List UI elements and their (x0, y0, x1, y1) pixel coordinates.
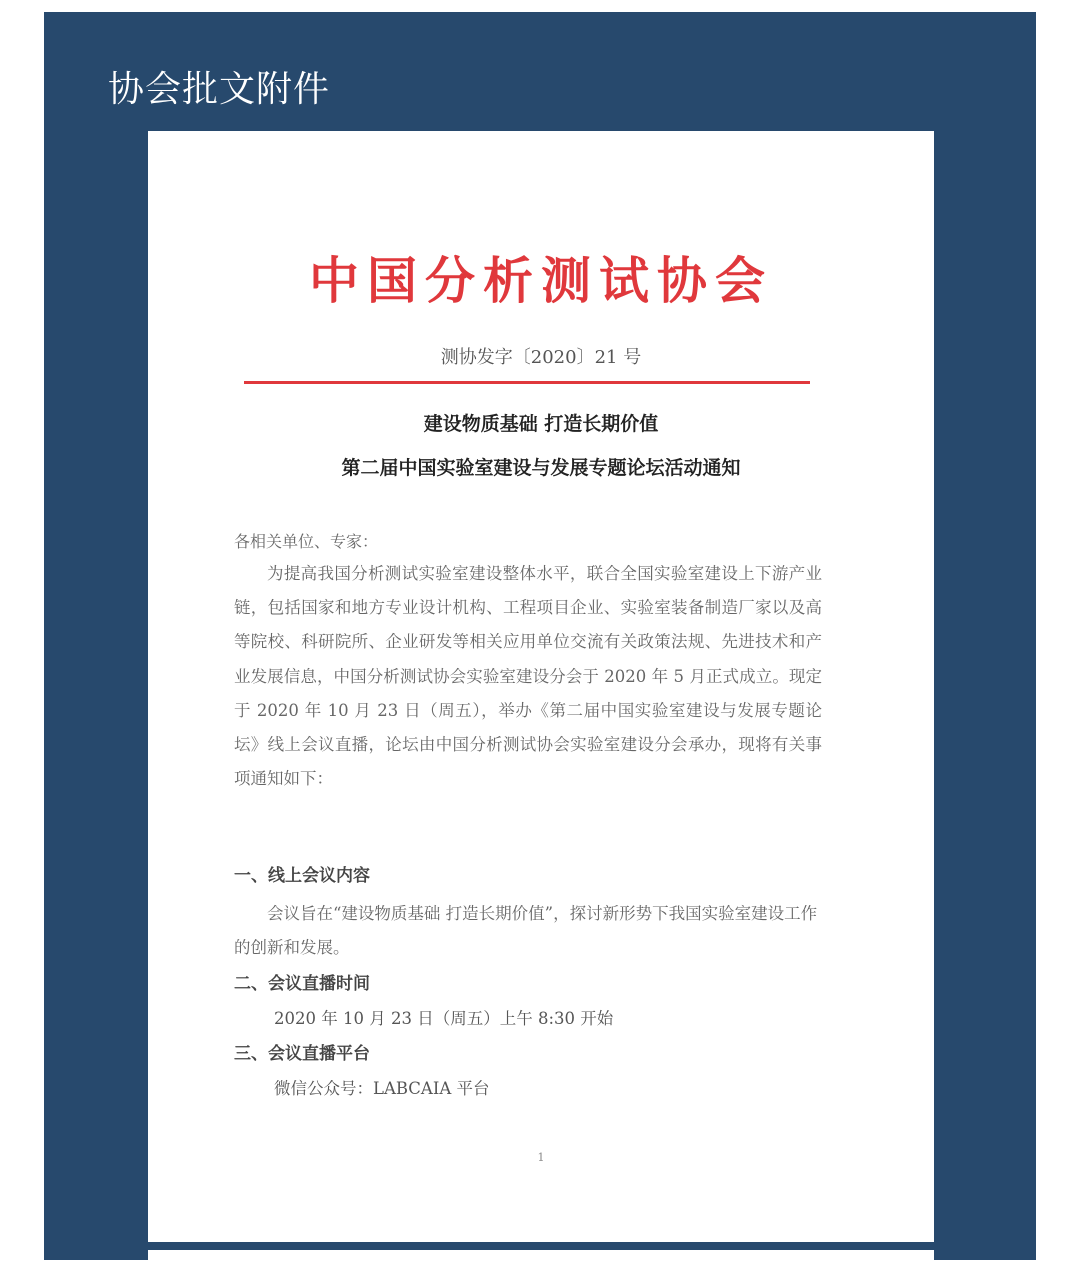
section-3-text: 微信公众号：LABCAIA 平台 (274, 1079, 490, 1098)
body-paragraph: 为提高我国分析测试实验室建设整体水平，联合全国实验室建设上下游产业链，包括国家和地方专业设计机构、工程项目企业、实验室装备制造厂家以及高等院校、科研院所、企业研发等相关应用单位交流有关政策法规、先进技术和产业发展信息，中国分析测试协会实验室建设分会于 2020 年 5 月正式成立。现定于 2020 年 10 月 23 日（周五），举办《第二届中国实验室建设与发展专题论坛》线上会议直播，论坛由中国分析测试协会实验室建设分会承办，现将有关事项通知如下： (234, 564, 822, 789)
panel-title: 协会批文附件 (108, 69, 331, 110)
red-divider (244, 381, 810, 384)
document-page (148, 131, 934, 1242)
page-number: 1 (537, 1151, 545, 1164)
section-2-text: 2020 年 10 月 23 日（周五）上午 8:30 开始 (274, 1009, 614, 1028)
headline-1: 建设物质基础 打造长期价值 (423, 413, 659, 435)
attachment-panel (44, 12, 1036, 1260)
section-2-title: 二、会议直播时间 (234, 974, 370, 994)
section-1-title: 一、线上会议内容 (234, 866, 370, 886)
section-3-title: 三、会议直播平台 (234, 1044, 370, 1064)
next-document-page (148, 1250, 934, 1270)
document-number: 测协发字〔2020〕21 号 (440, 347, 642, 368)
headline-2: 第二届中国实验室建设与发展专题论坛活动通知 (341, 457, 741, 479)
section-1-text: 会议旨在“建设物质基础 打造长期价值”，探讨新形势下我国实验室建设工作的创新和发展。 (234, 904, 818, 957)
letterhead: 中国分析测试协会 (309, 251, 773, 310)
salutation: 各相关单位、专家： (234, 532, 379, 551)
